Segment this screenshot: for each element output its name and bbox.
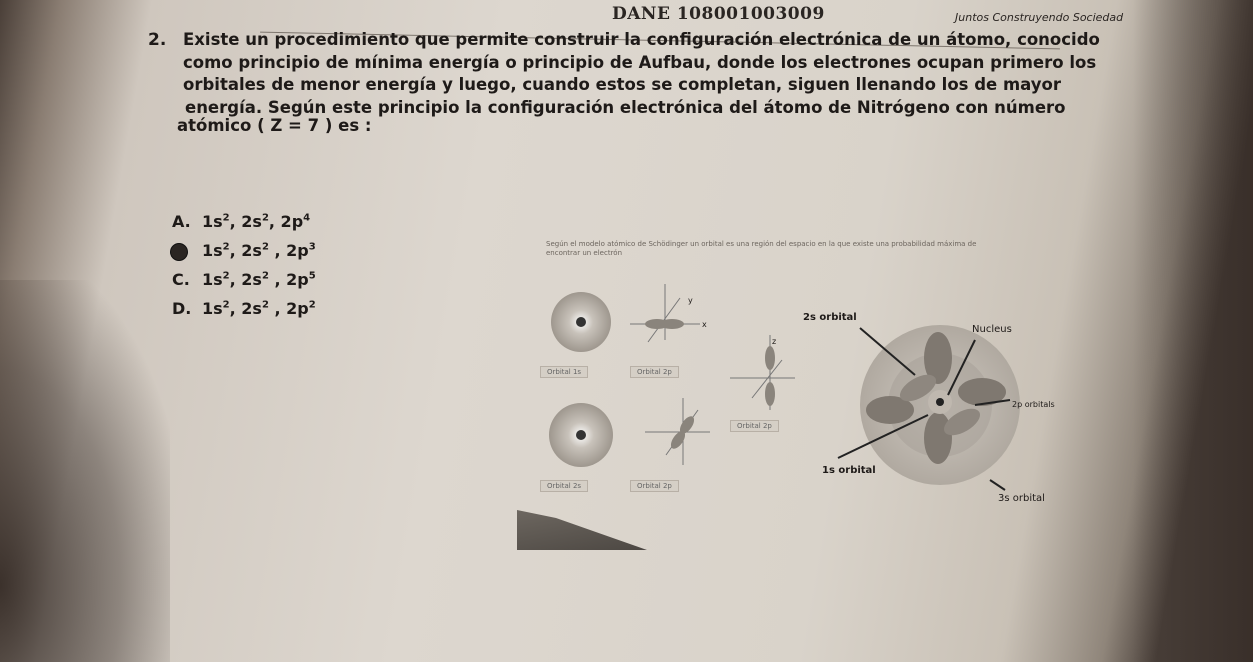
option-b[interactable] [172,241,316,270]
question-line: orbitales de menor energía y luego, cuando estos se completan, siguen llenando los de mayor [183,75,1062,94]
label-2s-orbital: 2s orbital [803,312,857,323]
school-motto: Juntos Construyendo Sociedad [955,11,1124,24]
question-text [177,29,1100,142]
axis-x-label: x [702,320,707,329]
label-orbital-1s: Orbital 1s [540,366,588,378]
option-exponent: 2 [222,241,230,253]
option-term: 1s [202,241,223,260]
shadow-left [0,280,170,662]
option-term: , 2p [268,270,309,289]
option-exponent: 2 [261,241,269,253]
label-orbital-2s: Orbital 2s [540,480,588,492]
option-d[interactable] [172,299,316,328]
option-letter: A. [172,212,191,231]
option-a[interactable] [172,212,316,241]
selected-mark-icon [170,243,188,261]
option-term: , 2s [229,212,262,231]
option-c[interactable] [172,270,316,299]
option-term: 1s [202,270,223,289]
option-term: , 2p [268,299,309,318]
option-exponent: 2 [261,299,269,311]
shadow-right [1133,0,1253,662]
label-1s-orbital: 1s orbital [822,465,876,476]
option-term: 1s [202,212,223,231]
question-line: Existe un procedimiento que permite construir la configuración electrónica de un átomo, conocido [183,30,1100,49]
figure-caption: Según el modelo atómico de Schödinger un orbital es una región del espacio en la que existe una probabilidad máxima de encontrar un electrón [546,240,977,257]
axis-z-label: z [772,337,777,346]
option-term: , 2s [229,270,262,289]
question-line: atómico ( Z = 7 ) es : [177,116,372,135]
answer-options [172,212,316,328]
label-orbital-2pz: Orbital 2p [730,420,779,432]
option-term: 1s [202,299,223,318]
label-nucleus: Nucleus [972,324,1012,335]
option-term: , 2s [229,241,262,260]
axis-y-label: y [688,296,693,305]
option-term: , 2p [268,212,304,231]
option-exponent: 2 [261,212,269,224]
dane-code: DANE 108001003009 [612,4,825,24]
orbital-figure [520,280,1080,550]
option-exponent: 2 [222,212,230,224]
orbital-illustration [520,280,1080,550]
question-number: 2. [148,30,167,50]
question-line: como principio de mínima energía o principio de Aufbau, donde los electrones ocupan primero los [183,52,1097,72]
question-line: energía. Según este principio la configuración electrónica del átomo de Nitrógeno con número [185,97,1066,117]
option-exponent: 2 [308,299,316,311]
option-letter: D. [172,299,192,318]
label-3s-orbital: 3s orbital [998,493,1045,504]
option-exponent: 5 [308,270,316,282]
label-orbital-2px: Orbital 2p [630,480,679,492]
option-exponent: 2 [261,270,269,282]
label-orbital-2p: Orbital 2p [630,366,679,378]
label-2p-orbitals: 2p orbitals [1012,400,1055,409]
option-exponent: 3 [308,241,316,253]
option-exponent: 4 [303,212,311,224]
option-exponent: 2 [222,299,230,311]
option-term: , 2s [229,299,262,318]
option-letter: C. [172,270,190,289]
nucleus-dot [576,317,586,327]
option-exponent: 2 [222,270,230,282]
option-term: , 2p [268,241,309,260]
